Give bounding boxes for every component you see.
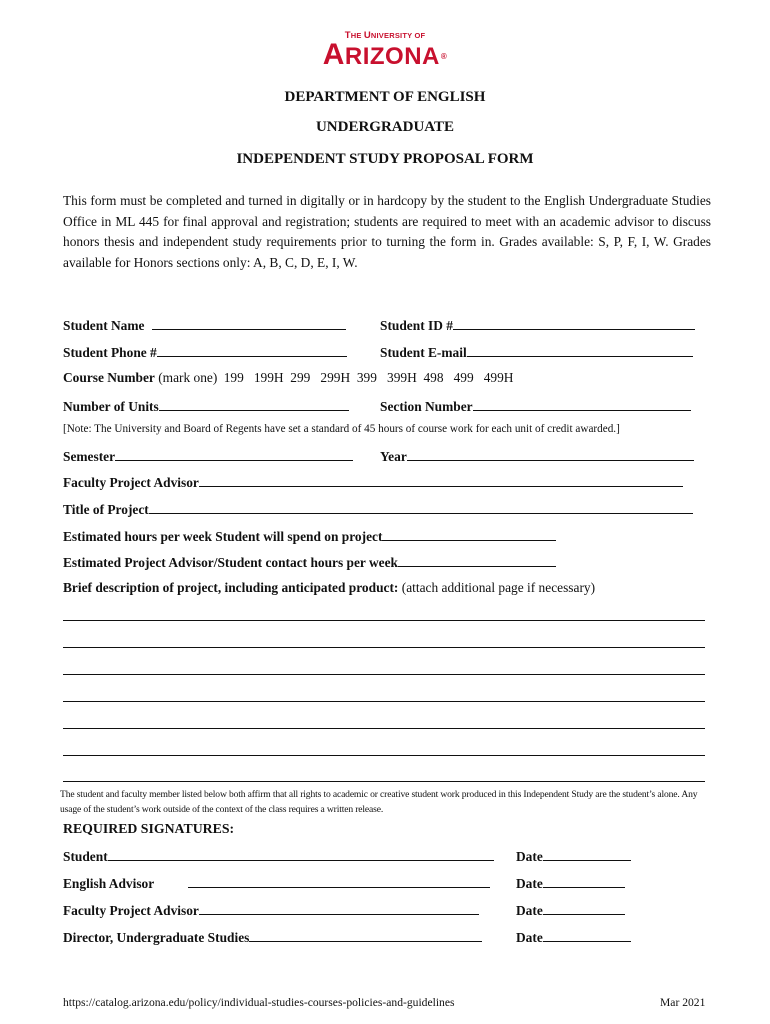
student-phone-label: Student Phone # [63, 345, 157, 360]
student-name-label: Student Name [63, 318, 145, 333]
section-number-field[interactable] [380, 397, 691, 415]
student-date-label: Date [516, 849, 543, 864]
description-line[interactable] [63, 781, 705, 782]
description-line[interactable] [63, 755, 705, 756]
student-email-label: Student E-mail [380, 345, 467, 360]
semester-line[interactable] [115, 447, 353, 461]
course-number-hint: (mark one) [154, 370, 218, 385]
description-line[interactable] [63, 701, 705, 702]
student-name-line[interactable] [152, 316, 346, 330]
contact-hours-label: Estimated Project Advisor/Student contact hours per week [63, 555, 398, 570]
units-line[interactable] [159, 397, 349, 411]
project-title-label: Title of Project [63, 502, 149, 517]
contact-hours-line[interactable] [398, 553, 556, 567]
director-date-field[interactable] [516, 928, 631, 946]
faculty-advisor-signature-line[interactable] [199, 901, 479, 915]
faculty-advisor-date-field[interactable] [516, 901, 625, 919]
description-line[interactable] [63, 674, 705, 675]
student-hours-label: Estimated hours per week Student will spend on project [63, 529, 383, 544]
director-signature-field[interactable] [63, 928, 482, 946]
student-email-field[interactable] [380, 343, 693, 361]
rights-affirmation: The student and faculty member listed below both affirm that all rights to academic or creative student work produced in this Independent Study are the student’s alone. Any usage of the student’s work outside of the context of the class requires a written release. [60, 789, 698, 815]
section-number-line[interactable] [473, 397, 691, 411]
student-id-field[interactable] [380, 316, 695, 334]
faculty-advisor-signature-label: Faculty Project Advisor [63, 903, 199, 918]
year-label: Year [380, 449, 407, 464]
instructions-paragraph: This form must be completed and turned in digitally or in hardcopy by the student to the English Undergraduate Studies Office in ML 445 for final approval and registration; students are required to meet with an academic advisor to discuss honors thesis and independent study requirements prior to turning the form in. Grades available: S, P, F, I, W. Grades available for Honors sections only: A, B, C, D, E, I, W. [63, 193, 711, 270]
description-label: Brief description of project, including anticipated product: [63, 580, 399, 595]
semester-field[interactable] [63, 447, 353, 465]
student-name-field[interactable] [63, 316, 346, 334]
student-email-line[interactable] [467, 343, 693, 357]
faculty-advisor-signature-field[interactable] [63, 901, 479, 919]
course-number-label: Course Number [63, 370, 155, 385]
student-phone-line[interactable] [157, 343, 347, 357]
english-advisor-date-label: Date [516, 876, 543, 891]
student-signature-label: Student [63, 849, 108, 864]
student-signature-field[interactable] [63, 847, 494, 865]
student-hours-field[interactable] [63, 527, 556, 545]
year-field[interactable] [380, 447, 694, 465]
university-logo-top-line: THE UNIVERSITY OF [344, 30, 426, 41]
student-signature-line[interactable] [108, 847, 494, 861]
level-heading: UNDERGRADUATE [315, 119, 455, 135]
faculty-advisor-line[interactable] [199, 473, 683, 487]
description-field-heading [63, 580, 595, 596]
units-field[interactable] [63, 397, 349, 415]
course-number-field[interactable] [63, 370, 513, 386]
project-title-line[interactable] [149, 500, 693, 514]
semester-label: Semester [63, 449, 116, 464]
form-title: INDEPENDENT STUDY PROPOSAL FORM [236, 151, 534, 167]
description-hint: (attach additional page if necessary) [398, 580, 596, 595]
description-line[interactable] [63, 620, 705, 621]
policy-url-link[interactable]: https://catalog.arizona.edu/policy/individual-studies-courses-policies-and-guidelines [63, 996, 455, 1009]
credit-hours-note: [Note: The University and Board of Regents have set a standard of 45 hours of course work for each unit of credit awarded.] [63, 423, 620, 435]
department-heading: DEPARTMENT OF ENGLISH [284, 89, 486, 105]
director-signature-line[interactable] [249, 928, 482, 942]
student-date-line[interactable] [543, 847, 631, 861]
student-date-field[interactable] [516, 847, 631, 865]
year-line[interactable] [407, 447, 694, 461]
signatures-heading: REQUIRED SIGNATURES: [63, 821, 235, 836]
revision-date: Mar 2021 [660, 996, 706, 1009]
faculty-advisor-date-line[interactable] [543, 901, 625, 915]
english-advisor-date-line[interactable] [543, 874, 625, 888]
director-date-label: Date [516, 930, 543, 945]
section-number-label: Section Number [380, 399, 473, 414]
faculty-advisor-label: Faculty Project Advisor [63, 475, 199, 490]
faculty-advisor-date-label: Date [516, 903, 543, 918]
contact-hours-field[interactable] [63, 553, 556, 571]
student-id-label: Student ID # [380, 318, 453, 333]
description-line[interactable] [63, 728, 705, 729]
description-line[interactable] [63, 647, 705, 648]
university-logo-wordmark: ARIZONA® [322, 38, 448, 71]
english-advisor-signature-field[interactable] [63, 874, 490, 892]
director-signature-label: Director, Undergraduate Studies [63, 930, 250, 945]
student-phone-field[interactable] [63, 343, 347, 361]
english-advisor-label: English Advisor [63, 876, 155, 891]
student-id-line[interactable] [453, 316, 695, 330]
director-date-line[interactable] [543, 928, 631, 942]
student-hours-line[interactable] [382, 527, 556, 541]
english-advisor-signature-line[interactable] [188, 874, 490, 888]
units-label: Number of Units [63, 399, 159, 414]
project-title-field[interactable] [63, 500, 693, 518]
english-advisor-date-field[interactable] [516, 874, 625, 892]
course-number-options[interactable]: 199 199H 299 299H 399 399H 498 499 499H [223, 370, 514, 385]
faculty-advisor-field[interactable] [63, 473, 683, 491]
